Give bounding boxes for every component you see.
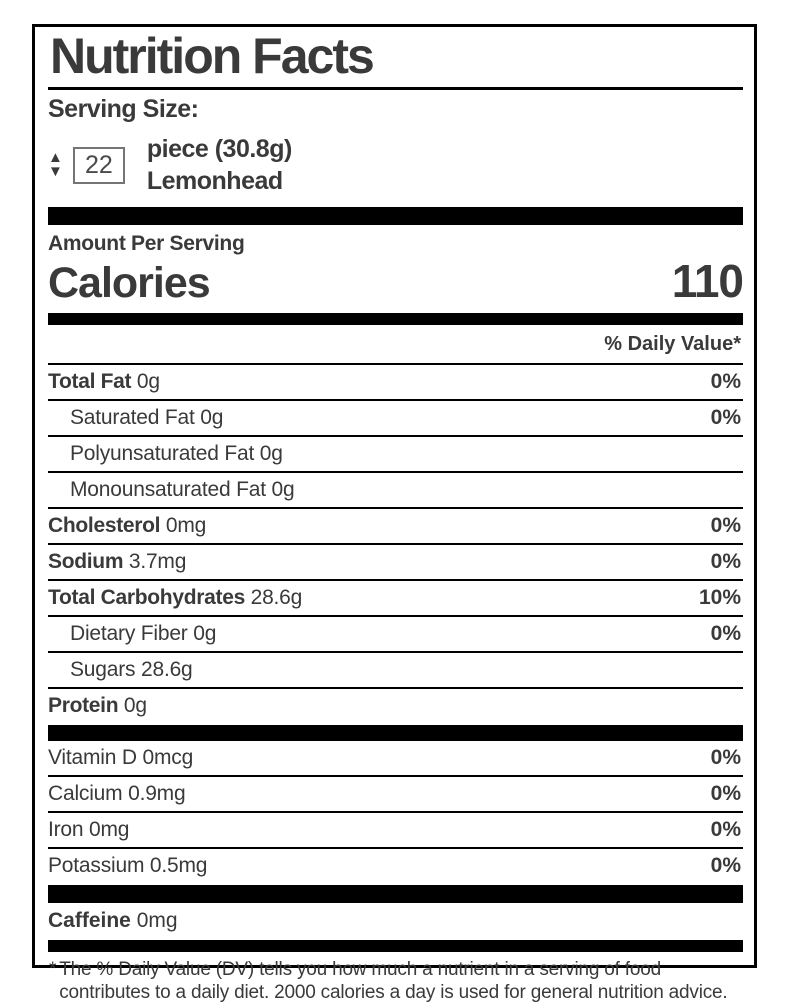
calories-value: 110 [671, 255, 743, 307]
daily-value: 10% [698, 586, 741, 610]
section-divider-bar [48, 207, 743, 225]
nutrient-row-total-carbohydrates: Total Carbohydrates 28.6g 10% [48, 579, 743, 615]
nutrient-row-monounsaturated-fat: Monounsaturated Fat 0g [48, 471, 743, 507]
footnote-asterisk: * [49, 959, 57, 981]
section-divider-bar [48, 725, 743, 741]
section-divider-bar [48, 940, 743, 952]
daily-value: 0% [710, 370, 741, 394]
nutrient-row-potassium: Potassium 0.5mg 0% [48, 847, 743, 883]
nutrient-rows [48, 363, 743, 723]
nutrient-row-sugars: Sugars 28.6g [48, 651, 743, 687]
serving-description [147, 133, 292, 197]
nutrient-row-iron: Iron 0mg 0% [48, 811, 743, 847]
daily-value: 0% [710, 550, 741, 574]
section-divider-bar [48, 885, 743, 903]
amount-per-serving-label: Amount Per Serving [48, 232, 245, 255]
increment-arrow-icon[interactable]: ▲ [48, 149, 63, 166]
nutrient-row-cholesterol: Cholesterol 0mg 0% [48, 507, 743, 543]
decrement-arrow-icon[interactable]: ▼ [48, 163, 63, 180]
daily-value-footnote [48, 952, 743, 1004]
nutrient-row-total-fat: Total Fat 0g 0% [48, 363, 743, 399]
daily-value: 0% [710, 854, 741, 878]
daily-value: 0% [710, 818, 741, 842]
serving-unit-label: piece (30.8g) [146, 135, 292, 163]
micronutrient-rows [48, 741, 743, 883]
daily-value: 0% [710, 782, 741, 806]
footnote-text: The % Daily Value (DV) tells you how much a nutrient in a serving of food contributes to a daily diet. 2000 calories a day is used for general nutrition advice. [59, 959, 728, 1003]
serving-food-name: Lemonhead [146, 167, 283, 195]
nutrient-row-calcium: Calcium 0.9mg 0% [48, 775, 743, 811]
section-divider-bar [48, 313, 743, 325]
calories-label: Calories [48, 259, 210, 307]
label-title: Nutrition Facts [48, 27, 743, 90]
nutrient-row-caffeine: Caffeine 0mg [48, 909, 178, 933]
nutrient-row-dietary-fiber: Dietary Fiber 0g 0% [48, 615, 743, 651]
serving-quantity-stepper[interactable] [48, 151, 63, 179]
serving-quantity-input[interactable] [73, 147, 125, 184]
nutrient-row-sodium: Sodium 3.7mg 0% [48, 543, 743, 579]
serving-size-heading: Serving Size: [48, 95, 199, 123]
daily-value: 0% [710, 514, 741, 538]
daily-value: 0% [710, 622, 741, 646]
nutrient-row-vitamin-d: Vitamin D 0mcg 0% [48, 746, 741, 770]
nutrition-facts-label [32, 24, 757, 1003]
nutrient-row-polyunsaturated-fat: Polyunsaturated Fat 0g [48, 435, 743, 471]
daily-value-header: % Daily Value* [604, 333, 741, 356]
nutrient-row-saturated-fat: Saturated Fat 0g 0% [48, 399, 743, 435]
daily-value: 0% [710, 746, 741, 770]
daily-value: 0% [710, 406, 741, 430]
nutrient-row-protein: Protein 0g [48, 687, 743, 723]
calories-row [48, 256, 743, 308]
serving-size-row [48, 133, 743, 197]
